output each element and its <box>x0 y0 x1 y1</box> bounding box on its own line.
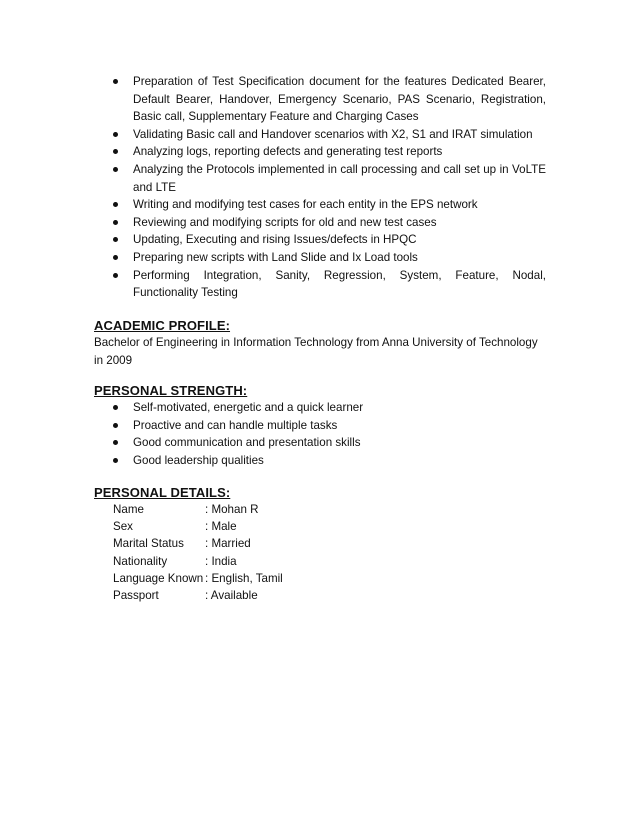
personal-details-table <box>113 501 283 604</box>
detail-label: Name <box>113 503 144 516</box>
detail-row-marital-status <box>113 535 283 552</box>
list-item: Performing Integration, Sanity, Regression, System, Feature, Nodal, Functionality Testing <box>94 267 546 302</box>
personal-strength-heading: PERSONAL STRENGTH: <box>94 383 248 398</box>
detail-row-passport <box>113 587 283 604</box>
experience-bullet-list <box>94 73 546 302</box>
detail-value: : Married <box>205 537 251 551</box>
list-item: Self-motivated, energetic and a quick learner <box>94 399 546 417</box>
detail-value: : Male <box>205 520 237 534</box>
detail-label: Nationality <box>113 554 168 568</box>
list-item: Analyzing logs, reporting defects and generating test reports <box>94 143 546 161</box>
detail-value: : Available <box>205 589 258 603</box>
detail-row-sex <box>113 518 283 535</box>
list-item: Updating, Executing and rising Issues/defects in HPQC <box>94 231 546 249</box>
list-item: Preparation of Test Specification document for the features Dedicated Bearer, Default Bearer, Handover, Emergency Scenario, PAS Scenario, Registration, Basic call, Supplementary Feature and Charging Cases <box>94 73 546 126</box>
detail-value: : India <box>205 554 237 568</box>
detail-value: : Mohan R <box>205 503 259 516</box>
detail-label: Marital Status <box>113 537 184 551</box>
detail-label: Passport <box>113 589 159 603</box>
academic-profile-text: Bachelor of Engineering in Information Technology from Anna University of Technology in 2009 <box>94 336 538 367</box>
personal-strength-list <box>94 399 546 469</box>
list-item: Analyzing the Protocols implemented in call processing and call set up in VoLTE and LTE <box>94 161 546 196</box>
list-item: Good communication and presentation skills <box>94 434 546 452</box>
list-item: Good leadership qualities <box>94 452 546 470</box>
list-item: Preparing new scripts with Land Slide and Ix Load tools <box>94 249 546 267</box>
academic-profile-heading: ACADEMIC PROFILE: <box>94 318 231 333</box>
list-item: Reviewing and modifying scripts for old and new test cases <box>94 214 546 232</box>
detail-row-nationality <box>113 553 283 570</box>
detail-row-name <box>113 501 283 518</box>
detail-row-language-known <box>113 570 283 587</box>
list-item: Validating Basic call and Handover scenarios with X2, S1 and IRAT simulation <box>94 126 546 144</box>
detail-value: : English, Tamil <box>205 571 283 585</box>
list-item: Proactive and can handle multiple tasks <box>94 417 546 435</box>
detail-label: Language Known <box>113 571 204 585</box>
personal-details-heading: PERSONAL DETAILS: <box>94 485 231 500</box>
detail-label: Sex <box>113 520 133 534</box>
list-item: Writing and modifying test cases for each entity in the EPS network <box>94 196 546 214</box>
